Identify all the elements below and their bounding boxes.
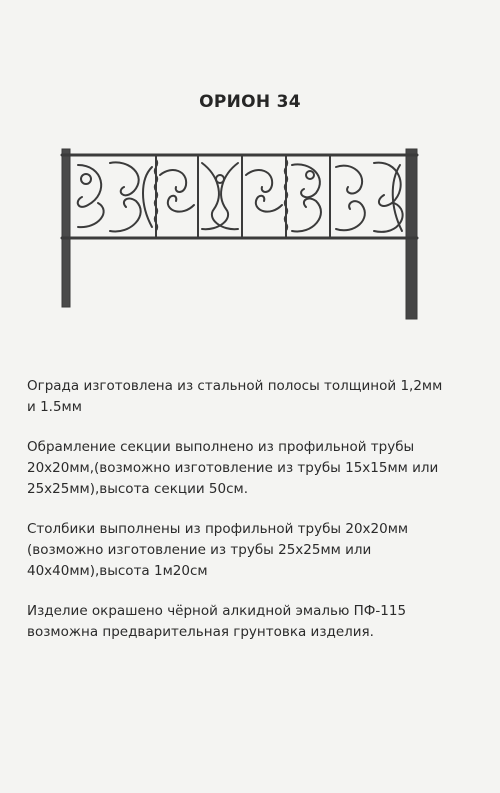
paragraph-material (27, 376, 477, 418)
text-line: Обрамление секции выполнено из профильной трубы (27, 439, 415, 455)
text-line: 25х25мм),высота секции 50см. (27, 481, 248, 497)
text-line: Изделие окрашено чёрной алкидной эмалью ПФ-115 (27, 603, 407, 619)
paragraph-frame (27, 437, 477, 500)
text-line: и 1.5мм (27, 399, 82, 415)
paragraph-paint (27, 601, 477, 643)
paragraph-posts (27, 519, 477, 582)
text-line: возможна предварительная грунтовка изделия. (27, 624, 374, 640)
text-line: Столбики выполнены из профильной трубы 20х20мм (27, 521, 409, 537)
text-line: (возможно изготовление из трубы 25х25мм или (27, 542, 372, 558)
text-line: 40х40мм),высота 1м20см (27, 563, 208, 579)
product-title: ОРИОН 34 (199, 92, 301, 112)
description-block (27, 376, 477, 662)
fence-section-icon (48, 145, 438, 325)
text-line: Ограда изготовлена из стальной полосы толщиной 1,2мм (27, 378, 443, 394)
text-line: 20х20мм,(возможно изготовление из трубы 15х15мм или (27, 460, 439, 476)
